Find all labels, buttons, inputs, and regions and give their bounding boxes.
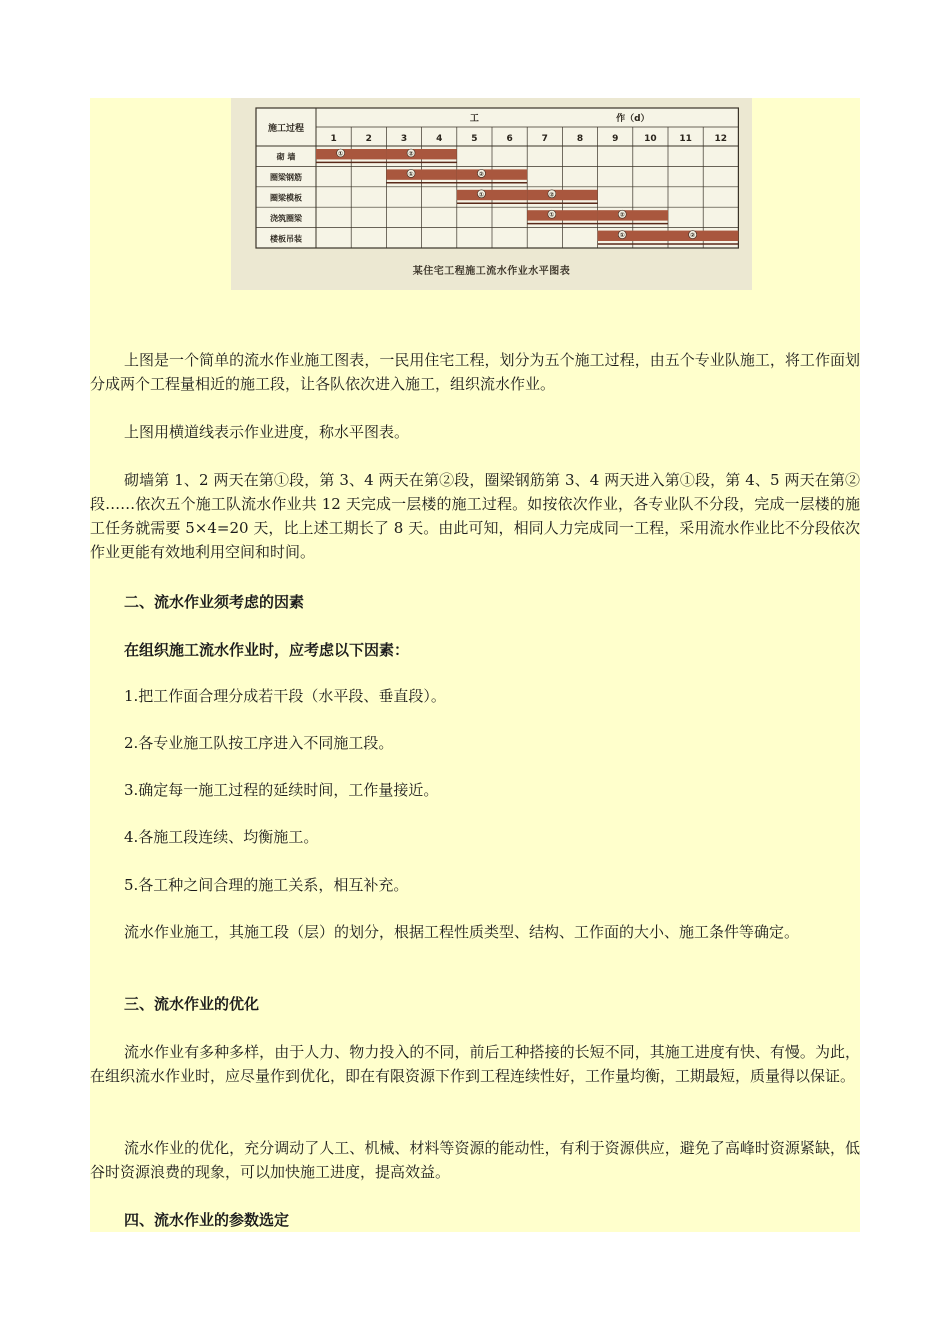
process-label: 砌 墙 xyxy=(276,152,296,162)
header-work-label: 工 xyxy=(469,114,479,124)
paragraph-horizontal-chart: 上图用横道线表示作业进度，称水平图表。 xyxy=(124,423,410,441)
section-marker-label: ① xyxy=(549,211,555,219)
section-heading-2: 二、流水作业须考虑的因素 xyxy=(124,593,305,611)
header-work-unit-label: 作（d） xyxy=(616,114,650,124)
day-tick-label: 3 xyxy=(400,134,408,144)
section-marker-label: ① xyxy=(408,170,414,178)
paragraph-division: 流水作业施工，其施工段（层）的划分，根据工程性质类型、结构、工作面的大小、施工条件等确定。 xyxy=(124,923,800,941)
gantt-bar xyxy=(527,190,597,200)
section-marker-label: ① xyxy=(478,191,484,199)
paragraph-intro: 上图是一个简单的流水作业施工图表，一民用住宅工程，划分为五个施工过程，由五个专业队施工，将工作面划分成两个工程量相近的施工段，让各队依次进入施工，组织流水作业。 xyxy=(90,351,860,393)
gantt-bar xyxy=(598,231,668,241)
section-marker-label: ② xyxy=(690,232,696,240)
gantt-bar xyxy=(527,210,597,220)
process-label: 圈梁钢筋 xyxy=(270,173,302,183)
section-heading-3: 三、流水作业的优化 xyxy=(124,995,260,1013)
section-subheading: 在组织施工流水作业时，应考虑以下因素： xyxy=(124,641,410,659)
section-marker-label: ① xyxy=(619,232,625,240)
figure-caption: 某住宅工程施工流水作业水平图表 xyxy=(412,266,571,277)
gantt-bar xyxy=(386,149,456,159)
day-tick-label: 7 xyxy=(541,134,548,144)
list-item: 1.把工作面合理分成若干段（水平段、垂直段）。 xyxy=(124,687,446,705)
section-marker-label: ② xyxy=(408,150,414,158)
paragraph-explanation: 砌墙第 1、2 两天在第①段，第 3、4 两天在第②段，圈梁钢筋第 3、4 两天进入第①段，第 4、5 两天在第②段……依次五个施工队流水作业共 12 天完成一层楼的施工过程。如按依次作业，各专业队不分段，完成一层楼的施工任务就需要 5×4=20 天，比上述工期长了 8 天。由此可知，相同人力完成同一工程，采用流水作业比不分段依次作业更能有效地利用空间和时间。 xyxy=(90,471,860,561)
section-marker-label: ② xyxy=(619,211,625,219)
day-tick-label: 10 xyxy=(644,134,657,144)
paragraph-optimization: 流水作业有多种多样，由于人力、物力投入的不同，前后工种搭接的长短不同，其施工进度有快、有慢。为此，在组织流水作业时，应尽量作到优化，即在有限资源下作到工程连续性好，工作量均衡，工期最短，质量得以保证。 xyxy=(90,1043,860,1085)
gantt-figure xyxy=(231,98,752,290)
day-tick-label: 12 xyxy=(714,134,728,144)
day-tick-label: 8 xyxy=(576,134,584,144)
list-item: 3.确定每一施工过程的延续时间，工作量接近。 xyxy=(124,781,439,799)
section-marker-label: ② xyxy=(478,170,484,178)
day-tick-label: 11 xyxy=(679,134,692,144)
gantt-bar xyxy=(457,190,527,200)
paragraph-benefits: 流水作业的优化，充分调动了人工、机械、材料等资源的能动性，有利于资源供应，避免了高峰时资源紧缺，低谷时资源浪费的现象，可以加快施工进度，提高效益。 xyxy=(90,1139,860,1181)
day-tick-label: 9 xyxy=(612,134,619,144)
gantt-bar xyxy=(457,169,527,179)
header-process-label: 施工过程 xyxy=(267,124,305,134)
gantt-bar xyxy=(668,231,738,241)
gantt-bar xyxy=(386,169,456,179)
section-marker-label: ① xyxy=(338,150,344,158)
list-item: 2.各专业施工队按工序进入不同施工段。 xyxy=(124,734,394,752)
gantt-bar xyxy=(316,149,386,159)
list-item: 5.各工种之间合理的施工关系，相互补充。 xyxy=(124,876,409,894)
day-tick-label: 1 xyxy=(330,134,337,144)
day-tick-label: 5 xyxy=(471,134,478,144)
day-tick-label: 6 xyxy=(506,134,513,144)
process-label: 楼板吊装 xyxy=(270,234,302,244)
process-label: 浇筑圈梁 xyxy=(270,213,302,223)
list-item: 4.各施工段连续、均衡施工。 xyxy=(124,828,319,846)
section-heading-4: 四、流水作业的参数选定 xyxy=(124,1211,290,1229)
gantt-bar xyxy=(598,210,668,220)
day-tick-label: 2 xyxy=(365,134,372,144)
process-label: 圈梁模板 xyxy=(270,193,302,203)
section-marker-label: ② xyxy=(549,191,555,199)
day-tick-label: 4 xyxy=(436,134,443,144)
